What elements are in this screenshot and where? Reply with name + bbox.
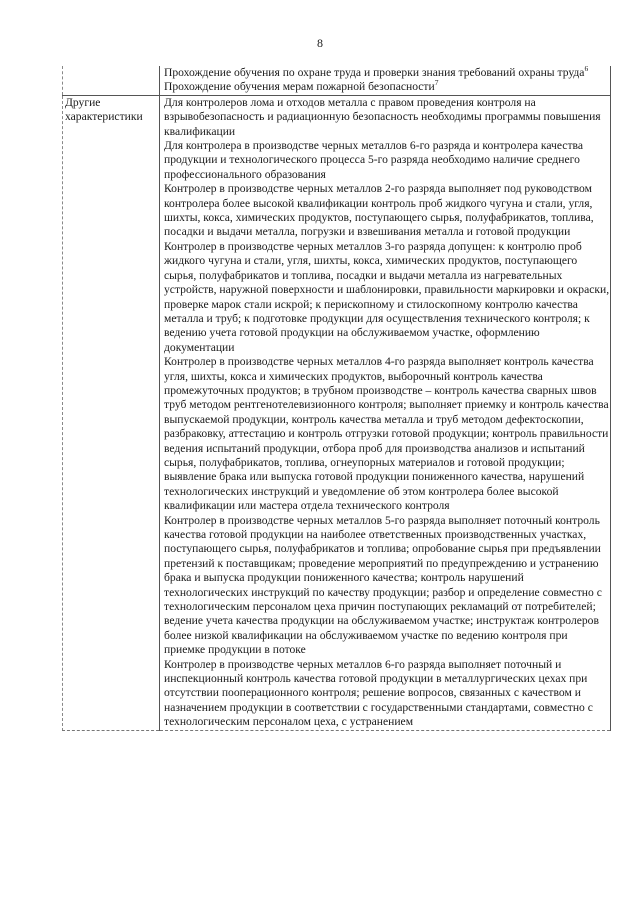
footnote-ref[interactable]: 6 <box>584 64 589 74</box>
paragraph: Прохождение обучения по охране труда и проверки знания требований охраны труда$^6$ <box>164 64 589 79</box>
page-number: 8 <box>317 36 323 50</box>
table-row <box>63 95 611 730</box>
footnote-ref[interactable]: 7 <box>434 78 439 88</box>
paragraph: Прохождение обучения мерам пожарной безопасности$^7$ <box>164 78 439 94</box>
row-label: Другие характеристики <box>65 95 143 124</box>
paragraph: Контролер в производстве черных металлов 3-го разряда допущен: к контролю проб жидкого чугуна и стали, угля, шихты, кокса, химических продуктов, поступающего сырья, полуфабрикатов и топлива, посадки и выдачи металла из нагревательных устройств, наружной поверхности и шаблонировки, правильности маркировки и окраски, проверке марок стали искрой; к перископному и стилоскопному контролю качества металла и труб; к подготовке продукции для осуществления технического контроля; к ведению учета готовой продукции на обслуживаемом участке, оформлению документации <box>164 239 610 354</box>
row-label-cell <box>63 66 160 95</box>
row-content-cell <box>160 95 611 730</box>
paragraph: Для контролеров лома и отходов металла с правом проведения контроля на взрывобезопасность и радиационную безопасность необходимы программы повышения квалификации <box>164 95 601 138</box>
qualification-table <box>62 66 611 731</box>
paragraph: Контролер в производстве черных металлов 2-го разряда выполняет под руководством контролера более высокой квалификации контроль проб жидкого чугуна и стали, угля, шихты, кокса, химических продуктов, поступающего сырья, полуфабрикатов, топлива, посадки и выдачи металла, погрузки и взвешивания металла и готовой продукции <box>164 182 594 239</box>
table-row <box>63 66 611 95</box>
paragraph: Для контролера в производстве черных металлов 6-го разряда и контролера качества продукции и технологического процесса 5-го разряда необходимо наличие среднего профессионального образования <box>164 139 583 181</box>
row-content-cell <box>160 66 611 95</box>
paragraph: Контролер в производстве черных металлов 5-го разряда выполняет поточный контроль качества готовой продукции на наиболее ответственных производственных участках, поступающего сырья, полуфабрикатов и топлива; опробование сырья при предъявлении претензий к поставщикам; проведение мероприятий по предупреждению и устранению брака и выпуска продукции пониженного качества; контроль нарушений технологических инструкций по качеству продукции; разбор и определение совместно с технологическим персоналом цеха причин поступающих рекламаций от потребителей; ведение учета качества продукции на обслуживаемом участке; инструктаж контролеров более низкой квалификации на обслуживаемом участке по ведению контроля при приемке продукции в потоке <box>164 513 602 657</box>
paragraph: Контролер в производстве черных металлов 4-го разряда выполняет контроль качества угля, шихты, кокса и химических продуктов, выборочный контроль качества промежуточных продуктов; в трубном производстве – контроль качества сварных швов труб методом рентгенотелевизионного контроля; выполняет приемку и контроль качества выпускаемой продукции, контроль качества металла и труб методом дефектоскопии, разбраковку, аттестацию и контроль отгрузки готовой продукции; контроль правильности ведения испытаний продукции, отбора проб для производства анализов и испытаний сырья, полуфабрикатов, топлива, огнеупорных материалов и готовой продукции; выявление брака или выпуска готовой продукции пониженного качества, нарушений технологических инструкций и уведомление об этом контролера более высокой квалификации или мастера отдела технического контроля <box>164 355 609 513</box>
paragraph: Контролер в производстве черных металлов 6-го разряда выполняет поточный и инспекционный контроль качества готовой продукции в металлургических цехах при отсутствии пооперационного контроля; решение вопросов, связанных с качеством и назначением продукции в соответствии с государственными стандартами, совместно с технологическим персоналом цеха, с устранением <box>164 657 593 729</box>
row-label-cell <box>63 95 160 730</box>
